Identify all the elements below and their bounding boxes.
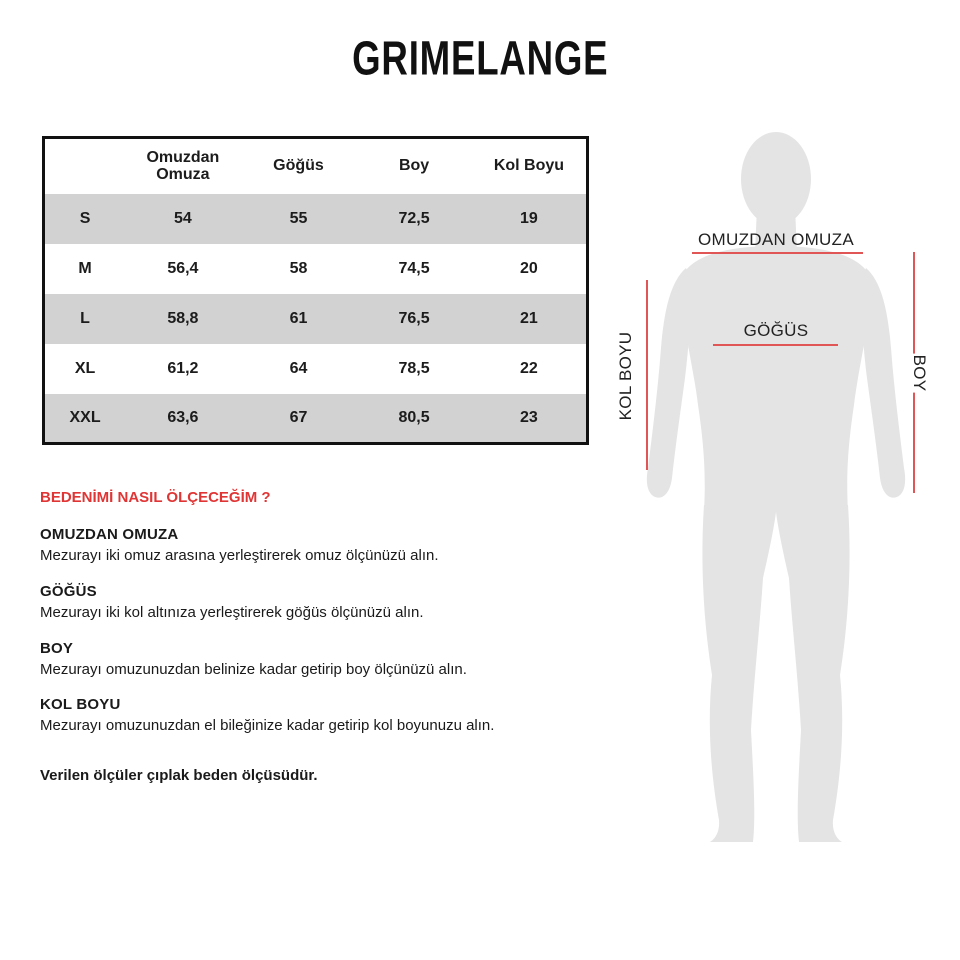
brand-logo-text: GRIMELANGE [351,30,609,85]
table-row [44,394,588,444]
cell-value: 63,6 [167,408,199,426]
size-label: S [79,209,91,227]
body-diagram [600,120,960,860]
guide-title: BEDENİMİ NASIL ÖLÇECEĞİM ? [40,489,271,506]
size-label: XL [74,359,96,377]
cell-value: 61,2 [167,359,199,377]
section-text: Mezurayı omuzunuzdan belinize kadar getirip boy ölçünüzü alın. [40,660,467,678]
size-label: M [78,259,92,277]
header-cell-arm: Kol Boyu [493,157,565,175]
section-heading: BOY [40,639,74,657]
size-label: L [80,309,90,327]
table-header-row [44,138,588,194]
guide-section-height [40,640,520,680]
header-cell-size [44,138,126,194]
section-heading: GÖĞÜS [40,582,97,600]
cell-value: 55 [289,209,308,227]
cell-value: 20 [520,259,538,277]
cell-value: 67 [289,408,308,426]
table-row [44,194,588,244]
arm-measure-label: KOL BOYU [616,331,635,421]
guide-section-shoulder [40,526,520,566]
cell-value: 78,5 [398,359,430,377]
cell-value: 58 [289,259,308,277]
header-cell-chest: Göğüs [273,157,324,175]
guide-note: Verilen ölçüler çıplak beden ölçüsüdür. [40,767,318,784]
section-text: Mezurayı omuzunuzdan el bileğinize kadar getirip kol boyunuzu alın. [40,717,495,735]
cell-value: 80,5 [398,408,430,426]
cell-value: 72,5 [398,209,430,227]
shoulder-measure-line [692,252,863,254]
cell-value: 54 [173,209,192,227]
table-row [44,344,588,394]
measuring-guide [40,489,520,784]
brand-logo [0,30,960,85]
section-text: Mezurayı iki omuz arasına yerleştirerek omuz ölçünüzü alın. [40,547,439,564]
cell-value: 56,4 [167,259,199,277]
cell-value: 74,5 [398,259,430,277]
cell-value: 58,8 [167,309,199,327]
section-text: Mezurayı iki kol altınıza yerleştirerek göğüs ölçünüzü alın. [40,603,424,621]
cell-value: 22 [520,359,538,377]
guide-section-arm [40,696,520,736]
section-heading: KOL BOYU [40,696,121,714]
cell-value: 61 [289,309,308,327]
table-row [44,294,588,344]
header-cell-height: Boy [398,157,430,175]
arm-measure-line [646,280,648,470]
size-table [42,136,589,445]
cell-value: 64 [289,359,308,377]
height-measure-label: BOY [901,354,937,393]
size-label: XXL [69,408,101,426]
cell-value: 21 [520,309,538,327]
cell-value: 19 [520,209,538,227]
chest-measure-label: GÖĞÜS [743,321,809,340]
shoulder-measure-label: OMUZDAN OMUZA [698,230,854,249]
guide-section-chest [40,583,520,623]
cell-value: 23 [520,408,538,426]
section-heading: OMUZDAN OMUZA [40,526,179,543]
header-cell-shoulder: Omuzdan Omuza [146,148,220,184]
chest-measure-line [713,344,838,346]
table-row [44,244,588,294]
cell-value: 76,5 [398,309,430,327]
